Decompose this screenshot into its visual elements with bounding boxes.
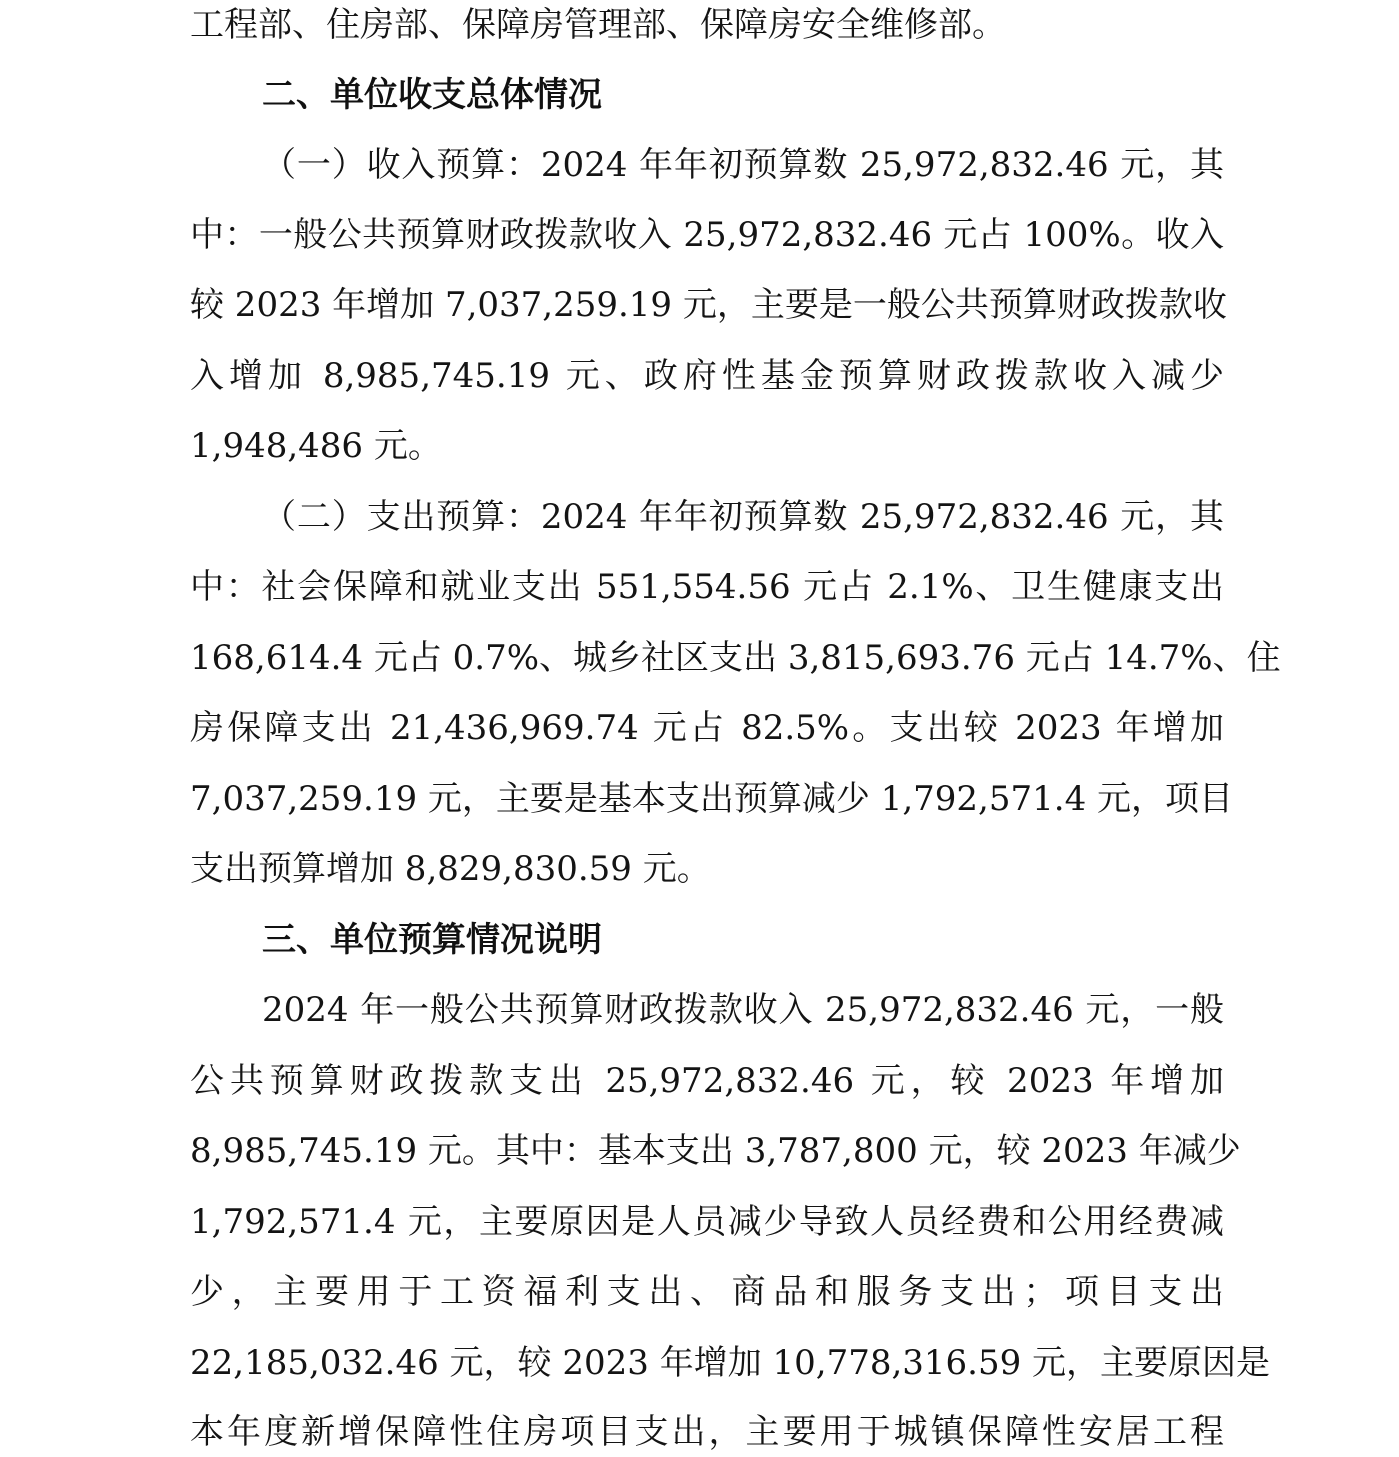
paragraph-line: 中：一般公共预算财政拨款收入 25,972,832.46 元占 100%。收入 [190, 215, 1224, 255]
paragraph-line: 本年度新增保障性住房项目支出，主要用于城镇保障性安居工程 [190, 1412, 1224, 1452]
paragraph-line: 22,185,032.46 元，较 2023 年增加 10,778,316.59 元，主要原因是 [190, 1343, 1271, 1383]
paragraph-line: 7,037,259.19 元，主要是基本支出预算减少 1,792,571.4 元，项目 [190, 779, 1234, 819]
paragraph-line: 公共预算财政拨款支出 25,972,832.46 元，较 2023 年增加 [190, 1061, 1224, 1101]
paragraph-line: （二）支出预算：2024 年年初预算数 25,972,832.46 元，其 [262, 497, 1224, 537]
paragraph-line: 支出预算增加 8,829,830.59 元。 [190, 849, 711, 889]
paragraph-line: 入增加 8,985,745.19 元、政府性基金预算财政拨款收入减少 [190, 356, 1224, 396]
paragraph-line: 房保障支出 21,436,969.74 元占 82.5%。支出较 2023 年增加 [190, 708, 1224, 748]
paragraph-line: 中：社会保障和就业支出 551,554.56 元占 2.1%、卫生健康支出 [190, 567, 1224, 607]
paragraph-line: 2024 年一般公共预算财政拨款收入 25,972,832.46 元，一般 [262, 990, 1224, 1030]
paragraph-line: 1,948,486 元。 [190, 426, 442, 466]
paragraph-line: 8,985,745.19 元。其中：基本支出 3,787,800 元，较 2023 年减少 [190, 1131, 1241, 1171]
section-heading: 三、单位预算情况说明 [262, 920, 602, 960]
paragraph-line: 168,614.4 元占 0.7%、城乡社区支出 3,815,693.76 元占 14.7%、住 [190, 638, 1281, 678]
paragraph-line: 工程部、住房部、保障房管理部、保障房安全维修部。 [190, 5, 1006, 45]
paragraph-line: （一）收入预算：2024 年年初预算数 25,972,832.46 元，其 [262, 145, 1224, 185]
section-heading: 二、单位收支总体情况 [262, 75, 602, 115]
paragraph-line: 少，主要用于工资福利支出、商品和服务支出；项目支出 [190, 1272, 1224, 1312]
paragraph-line: 1,792,571.4 元，主要原因是人员减少导致人员经费和公用经费减 [190, 1202, 1224, 1242]
paragraph-line: 较 2023 年增加 7,037,259.19 元，主要是一般公共预算财政拨款收 [190, 285, 1227, 325]
